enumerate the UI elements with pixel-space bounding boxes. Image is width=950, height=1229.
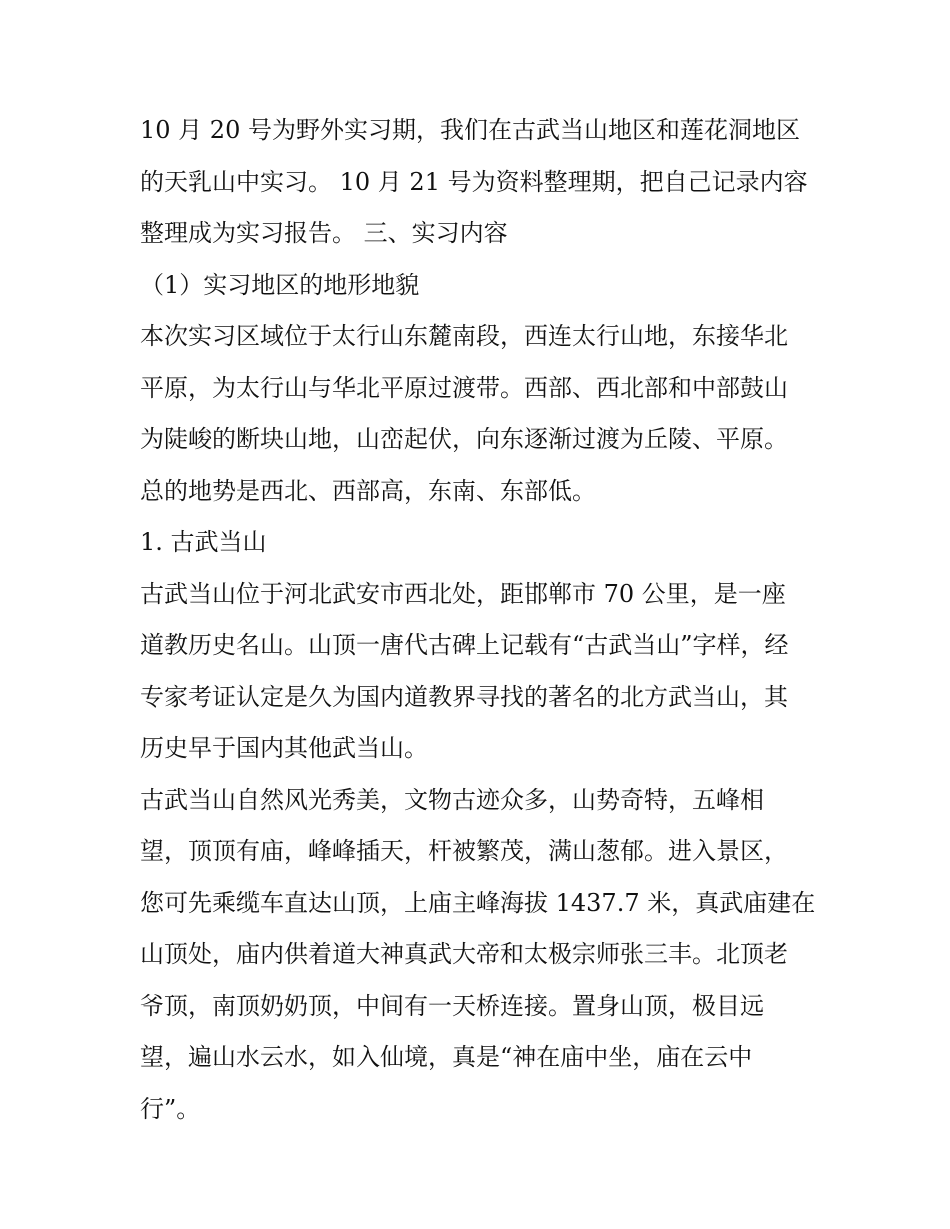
text-line: 您可先乘缆车直达山顶，上庙主峰海拔 1437.7 米，真武庙建在: [140, 888, 816, 917]
section-heading: （1）实习地区的地形地貌: [140, 270, 420, 299]
text-line: 道教历史名山。山顶一唐代古碑上记载有“古武当山”字样，经: [140, 631, 789, 659]
text-line: 10 月 20 号为野外实习期，我们在古武当山地区和莲花洞地区: [140, 116, 800, 144]
document-body: [140, 105, 820, 1135]
text-line: 望，遍山水云水，如入仙境，真是“神在庙中坐，庙在云中: [140, 1043, 753, 1071]
subsection-heading: 1. 古武当山: [140, 528, 267, 556]
text-line: 爷顶，南顶奶奶顶，中间有一天桥连接。置身山顶，极目远: [140, 991, 764, 1020]
text-line: 为陡峻的断块山地，山峦起伏，向东逐渐过渡为丘陵、平原。: [140, 425, 788, 453]
text-line: 古武当山位于河北武安市西北处，距邯郸市 70 公里，是一座: [140, 579, 786, 608]
text-line: 古武当山自然风光秀美，文物古迹众多，山势奇特，五峰相: [140, 785, 764, 814]
text-line: 望，顶顶有庙，峰峰插天，杆被繁茂，满山葱郁。进入景区，: [140, 837, 788, 865]
text-line: 行”。: [140, 1094, 201, 1123]
text-line: 本次实习区域位于太行山东麓南段，西连太行山地，东接华北: [140, 322, 788, 350]
text-line: 整理成为实习报告。 三、实习内容: [140, 219, 508, 247]
text-line: 的天乳山中实习。 10 月 21 号为资料整理期，把自己记录内容: [140, 167, 808, 196]
text-line: 专家考证认定是久为国内道教界寻找的著名的北方武当山，其: [140, 682, 788, 711]
text-line: 平原，为太行山与华北平原过渡带。西部、西北部和中部鼓山: [140, 373, 788, 402]
text-line: 总的地势是西北、西部高，东南、东部低。: [140, 476, 596, 505]
text-line: 山顶处，庙内供着道大神真武大帝和太极宗师张三丰。北顶老: [140, 940, 788, 968]
text-line: 历史早于国内其他武当山。: [140, 734, 428, 762]
